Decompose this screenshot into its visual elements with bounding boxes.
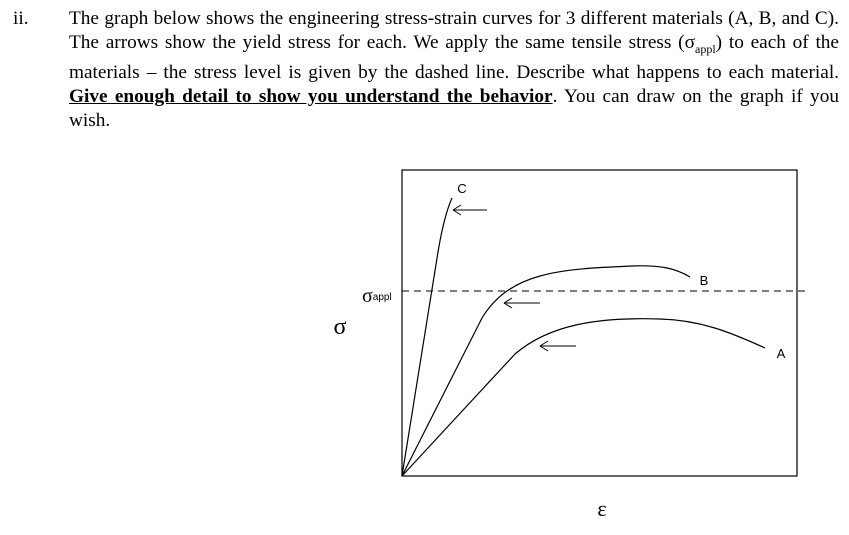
stress-strain-figure	[300, 160, 849, 535]
question-emphasis: Give enough detail to show you understand the behavior	[69, 85, 553, 107]
curve-c	[402, 198, 452, 476]
question-text-subscript: appl	[695, 41, 716, 56]
curve-label-c: C	[457, 181, 467, 196]
question-text-part3: . You can draw on the graph if you wish.	[69, 85, 839, 131]
y-axis-symbol: σ	[333, 314, 347, 340]
question-text-part1: The graph below shows the engineering stress-strain curves for 3 different materials (A, B, and C). The arrows show the yield stress for each. We apply the same tensile stress (σ	[69, 8, 839, 53]
yield-arrow-c	[453, 205, 487, 215]
curve-label-a: A	[776, 346, 786, 361]
yield-arrow-b	[504, 298, 540, 308]
yield-arrow-a	[540, 341, 576, 351]
curve-a	[402, 319, 765, 476]
question-text-part2: ) to each of the materials – the stress level is given by the dashed line. Describe what happens to each material.	[69, 32, 839, 83]
question-text	[69, 7, 839, 133]
plot-frame	[402, 170, 797, 476]
curve-label-b: B	[699, 273, 709, 288]
applied-stress-subscript: appl	[372, 292, 392, 303]
applied-stress-symbol: σ	[362, 285, 373, 307]
applied-stress-label	[362, 285, 392, 307]
x-axis-symbol: ε	[597, 496, 607, 521]
question-number: ii.	[13, 8, 29, 29]
curve-b	[402, 266, 690, 476]
